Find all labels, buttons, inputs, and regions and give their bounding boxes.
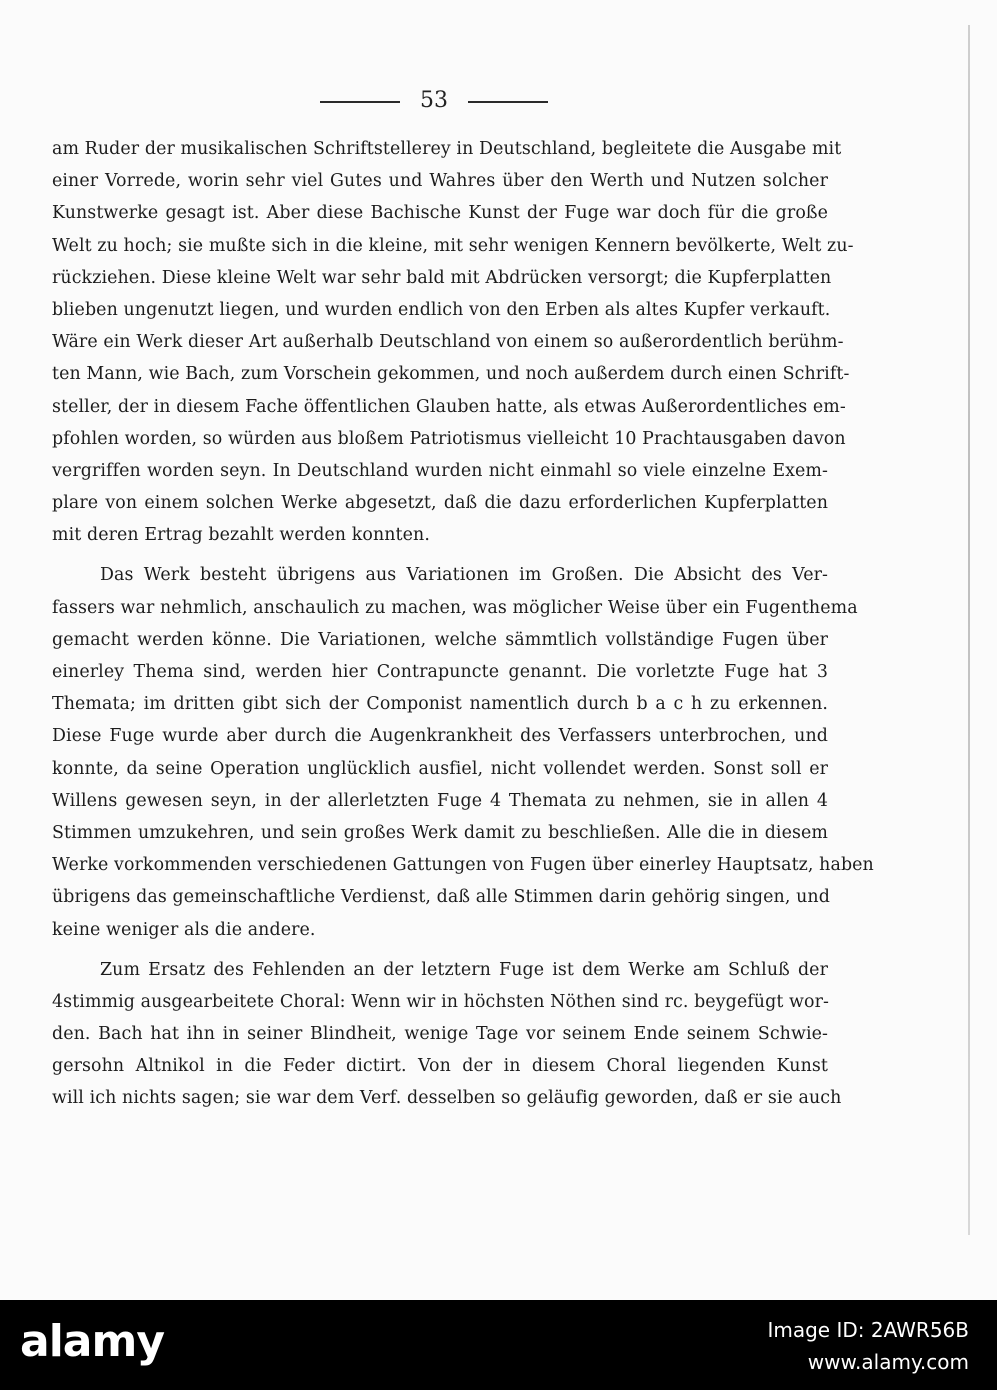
text-line: will ich nichts sagen; sie war dem Verf. desselben so geläufig geworden, daß er sie auch [52, 1088, 842, 1109]
text-line: Diese Fuge wurde aber durch die Augenkrankheit des Verfassers unterbrochen, und [52, 726, 828, 747]
text-line: steller, der in diesem Fache öffentlichen Glauben hatte, als etwas Außerordentliches em- [52, 396, 846, 417]
text-line: fassers war nehmlich, anschaulich zu machen, was möglicher Weise über ein Fugenthema [52, 597, 858, 618]
paragraph-gap [52, 551, 828, 559]
text-line: gersohn Altnikol in die Feder dictirt. Von der in diesem Choral liegenden Kunst [52, 1056, 828, 1077]
paragraph-3 [52, 954, 842, 1115]
text-line: gemacht werden könne. Die Variationen, welche sämmtlich vollständige Fugen über [52, 629, 828, 650]
text-line: 4stimmig ausgearbeitete Choral: Wenn wir in höchsten Nöthen sind rc. beygefügt wor- [52, 991, 829, 1012]
paragraph-2 [52, 559, 874, 945]
body-text [52, 133, 874, 1115]
text-line: mit deren Ertrag bezahlt werden konnten. [52, 525, 430, 546]
text-line: pfohlen worden, so würden aus bloßem Patriotismus vielleicht 10 Prachtausgaben davon [52, 428, 846, 449]
text-line: keine weniger als die andere. [52, 919, 316, 940]
text-line: am Ruder der musikalischen Schriftstellerey in Deutschland, begleitete die Ausgabe mit [52, 139, 842, 159]
image-id-label: Image ID: 2AWR56B [767, 1318, 969, 1342]
text-line: Stimmen umzukehren, und sein großes Werk damit zu beschließen. Alle die in diesem [52, 822, 828, 843]
text-line: Themata; im dritten gibt sich der Componist namentlich durch b a c h zu erkennen. [52, 694, 828, 715]
text-line: Werke vorkommenden verschiedenen Gattungen von Fugen über einerley Hauptsatz, haben [52, 855, 874, 876]
header-rule-right [468, 101, 548, 103]
text-line: den. Bach hat ihn in seiner Blindheit, wenige Tage vor seinem Ende seinem Schwie- [52, 1024, 828, 1045]
text-line: Welt zu hoch; sie mußte sich in die kleine, mit sehr wenigen Kennern bevölkerte, Welt zu- [52, 235, 854, 256]
text-line: konnte, da seine Operation unglücklich ausfiel, nicht vollendet werden. Sonst soll er [52, 758, 828, 779]
text-line: rückziehen. Diese kleine Welt war sehr bald mit Abdrücken versorgt; die Kupferplatten [52, 267, 832, 288]
text-line: Willens gewesen seyn, in der allerletzten Fuge 4 Themata zu nehmen, sie in allen 4 [52, 790, 828, 811]
text-line: Kunstwerke gesagt ist. Aber diese Bachische Kunst der Fuge war doch für die große [52, 203, 828, 224]
header-rule-left [320, 101, 400, 103]
site-url-label: www.alamy.com [807, 1350, 969, 1374]
text-line: ten Mann, wie Bach, zum Vorschein gekommen, und noch außerdem durch einen Schrift- [52, 364, 850, 385]
paragraph-gap [52, 946, 828, 954]
text-line: übrigens das gemeinschaftliche Verdienst, daß alle Stimmen darin gehörig singen, und [52, 887, 830, 908]
alamy-logo: alamy [20, 1316, 164, 1367]
page-edge-shadow [968, 25, 970, 1235]
text-line: vergriffen worden seyn. In Deutschland wurden nicht einmahl so viele einzelne Exem- [52, 460, 828, 481]
text-line: plare von einem solchen Werke abgesetzt, daß die dazu erforderlichen Kupferplatten [52, 493, 828, 514]
text-line: blieben ungenutzt liegen, und wurden endlich von den Erben als altes Kupfer verkauft. [52, 299, 831, 320]
text-line: Das Werk besteht übrigens aus Variationen im Großen. Die Absicht des Ver- [100, 565, 828, 586]
text-line: Wäre ein Werk dieser Art außerhalb Deutschland von einem so außerordentlich berühm- [52, 332, 844, 353]
text-line: Zum Ersatz des Fehlenden an der letztern Fuge ist dem Werke am Schluß der [100, 959, 828, 980]
text-line: einer Vorrede, worin sehr viel Gutes und Wahres über den Werth und Nutzen solcher [52, 171, 828, 192]
text-line: einerley Thema sind, werden hier Contrapuncte genannt. Die vorletzte Fuge hat 3 [52, 662, 828, 682]
page-number: 53 [420, 88, 448, 113]
paragraph-1 [52, 133, 854, 551]
